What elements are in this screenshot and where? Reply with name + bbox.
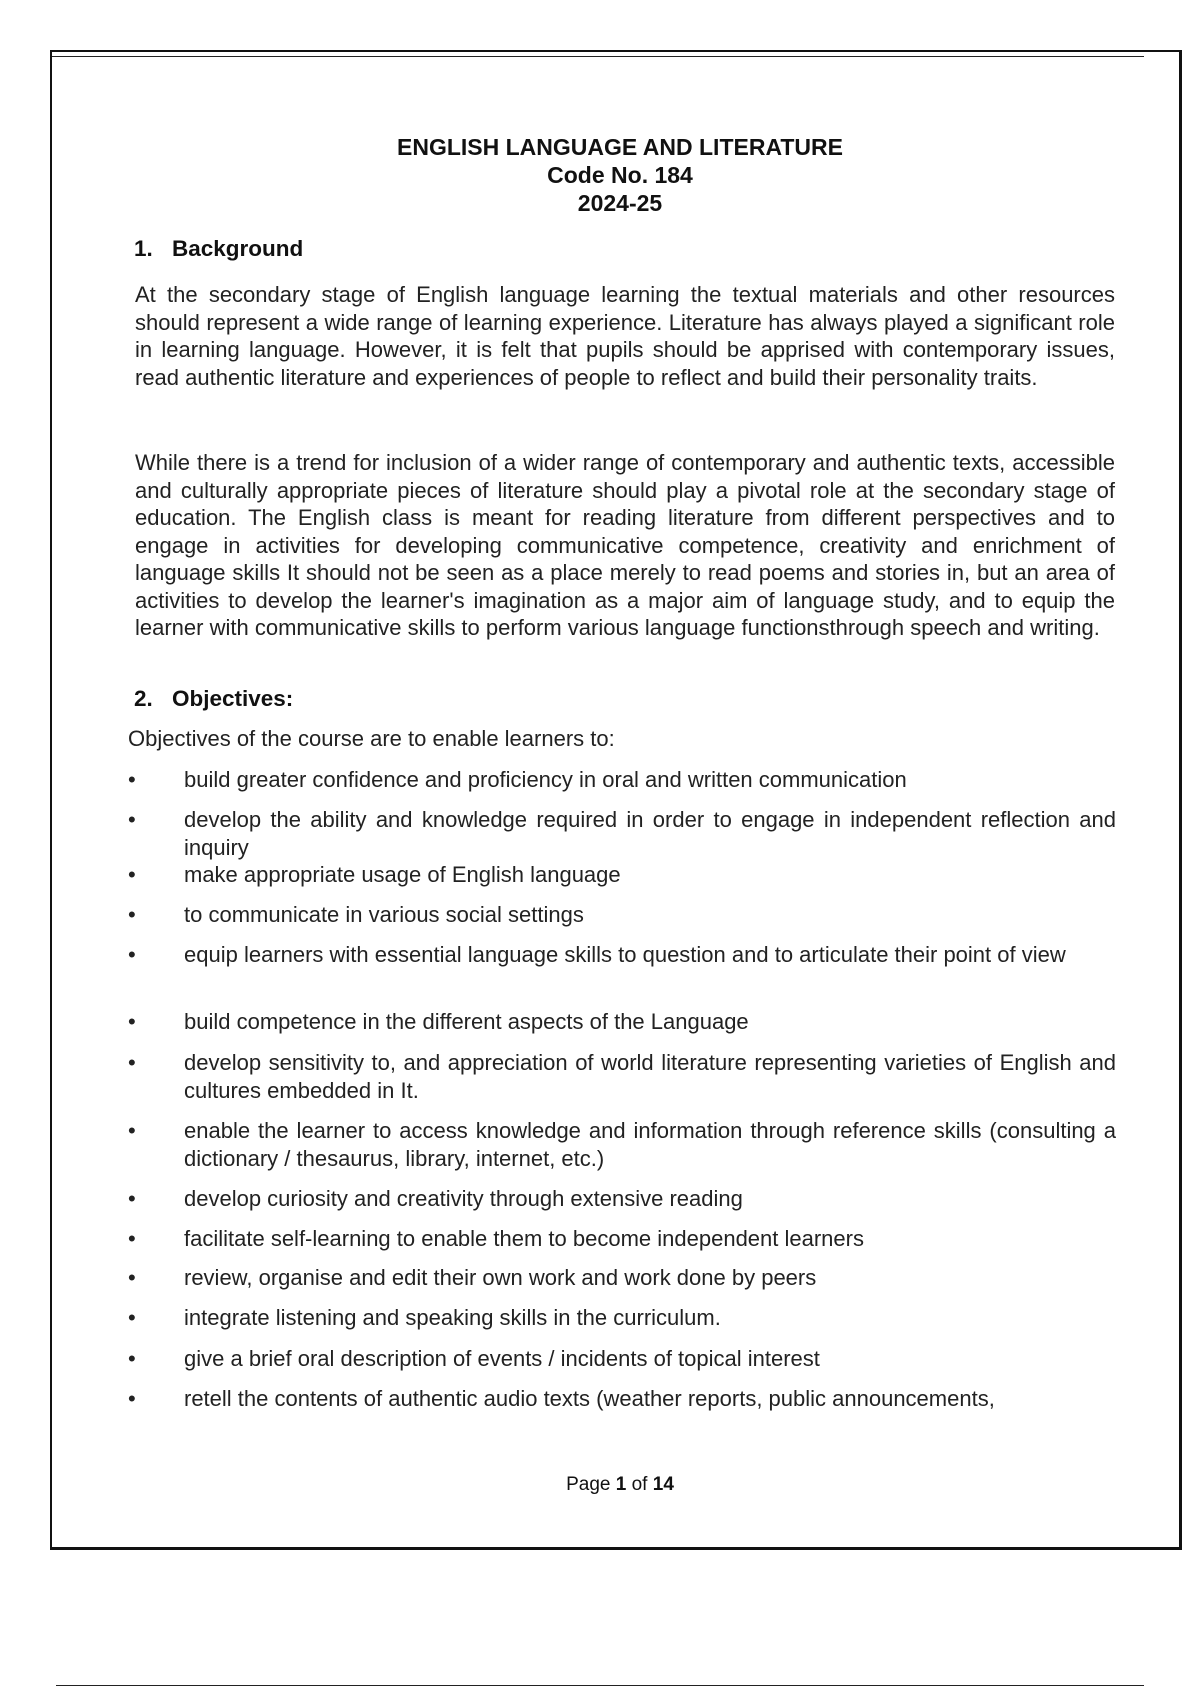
list-item-text: integrate listening and speaking skills in the curriculum. [184,1305,721,1330]
objectives-heading-text: Objectives: [172,686,294,711]
list-item-text: to communicate in various social settings [184,902,584,927]
list-item [128,1304,1116,1332]
bullet-icon: • [128,1226,136,1251]
page-footer [0,1474,1200,1496]
background-paragraph-2: While there is a trend for inclusion of a wider range of contemporary and authentic texts, accessible and culturally appropriate pieces of literature should play a pivotal role at the secondary stage of education. The English class is meant for reading literature from different perspectives and to engage in activities for developing communicative competence, creativity and enrichment of language skills It should not be seen as a place merely to read poems and stories in, but an area of activities to develop the learner's imagination as a major aim of language study, and to equip the learner with communicative skills to perform various language functionsthrough speech and writing. [135,450,1115,640]
list-item [128,901,1116,929]
academic-year: 2024-25 [577,190,663,216]
bullet-icon: • [128,942,136,967]
bullet-icon: • [128,1009,136,1034]
bullet-icon: • [128,807,136,832]
list-item-text: develop sensitivity to, and appreciation of world literature representing varieties of English and cultures embedded in It. [184,1050,1116,1103]
list-item [128,1185,1116,1213]
subject-code: Code No. 184 [547,162,693,188]
list-item-text: build greater confidence and proficiency in oral and written communication [184,767,907,792]
list-item [128,1345,1116,1373]
bullet-icon: • [128,1346,136,1371]
bullet-icon: • [128,1265,136,1290]
list-item-text: enable the learner to access knowledge and information through reference skills (consulting a dictionary / thesaurus, library, internet, etc.) [184,1118,1116,1171]
bullet-icon: • [128,1118,136,1143]
list-item [128,1008,1116,1036]
list-item [128,1049,1116,1104]
list-item-text: give a brief oral description of events / incidents of topical interest [184,1346,820,1371]
page-word: Page [566,1474,611,1495]
top-rule [52,56,1144,57]
objectives-intro: Objectives of the course are to enable learners to: [128,726,615,751]
list-item-text: develop the ability and knowledge required in order to engage in independent reflection and inquiry [184,807,1116,860]
list-item [128,806,1116,861]
list-item [128,1264,1116,1292]
list-item-text: equip learners with essential language skills to question and to articulate their point of view [184,942,1066,967]
background-heading [134,236,303,262]
bullet-icon: • [128,1305,136,1330]
bullet-icon: • [128,1186,136,1211]
bullet-icon: • [128,767,136,792]
objectives-number: 2. [134,686,153,711]
bullet-icon: • [128,862,136,887]
background-heading-text: Background [172,236,304,261]
list-item [128,1117,1116,1172]
list-item-text: facilitate self-learning to enable them to become independent learners [184,1226,864,1251]
list-item-text: develop curiosity and creativity through extensive reading [184,1186,743,1211]
list-item-text: retell the contents of authentic audio texts (weather reports, public announcements, [184,1386,995,1411]
list-item [128,1385,1116,1413]
background-number: 1. [134,236,153,261]
list-item-text: make appropriate usage of English language [184,862,621,887]
total-pages: 14 [652,1474,674,1495]
bullet-icon: • [128,902,136,927]
current-page-number: 1 [615,1474,627,1495]
list-item [128,1225,1116,1253]
document-title: ENGLISH LANGUAGE AND LITERATURE [397,134,843,160]
list-item [128,766,1116,794]
list-item-text: review, organise and edit their own work and work done by peers [184,1265,817,1290]
title-block [0,133,1200,217]
list-item [128,941,1116,969]
of-word: of [631,1474,648,1495]
objectives-heading [134,686,293,712]
list-item [128,861,1116,889]
bullet-icon: • [128,1050,136,1075]
list-item-text: build competence in the different aspects of the Language [184,1009,749,1034]
next-page-top-rule [56,1685,1144,1686]
background-paragraph-1: At the secondary stage of English language learning the textual materials and other resources should represent a wide range of learning experience. Literature has always played a significant role in learning language. However, it is felt that pupils should be apprised with contemporary issues, read authentic literature and experiences of people to reflect and build their personality traits. [135,282,1115,390]
bullet-icon: • [128,1386,136,1411]
